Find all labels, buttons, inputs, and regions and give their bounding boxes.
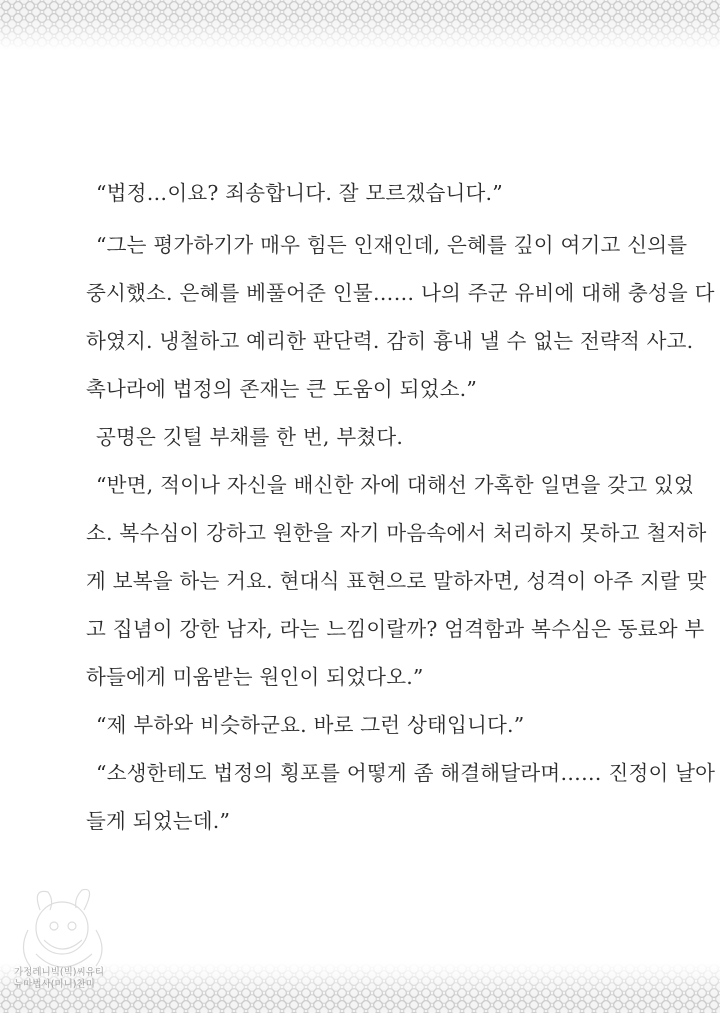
paragraph-line: 중시했소. 은혜를 베풀어준 인물…… 나의 주군 유비에 대해 충성을 다 xyxy=(86,281,715,305)
watermark-text xyxy=(14,967,104,991)
paragraph-line: 하들에게 미움받는 원인이 되었다오.” xyxy=(86,665,424,689)
paragraph-line: “제 부하와 비슷하군요. 바로 그런 상태입니다.” xyxy=(96,713,525,737)
paragraph-line: 게 보복을 하는 거요. 현대식 표현으로 말하자면, 성격이 아주 지랄 맞 xyxy=(86,569,707,593)
top-decorative-border xyxy=(0,0,720,50)
paragraph-line: 하였지. 냉철하고 예리한 판단력. 감히 흉내 낼 수 없는 전략적 사고. xyxy=(86,329,694,353)
paragraph-line: 소. 복수심이 강하고 원한을 자기 마음속에서 처리하지 못하고 철저하 xyxy=(86,521,707,545)
paragraph-line: “그는 평가하기가 매우 힘든 인재인데, 은혜를 깊이 여기고 신의를 xyxy=(96,233,688,257)
watermark-line: 가정레니빅(빅)씨유티 xyxy=(14,967,105,978)
paragraph-line: 들게 되었는데.” xyxy=(86,809,231,833)
paragraph-line: “법정…이요? 죄송합니다. 잘 모르겠습니다.” xyxy=(96,181,503,205)
paragraph-line: 고 집념이 강한 남자, 라는 느낌이랄까? 엄격함과 복수심은 동료와 부 xyxy=(86,617,705,641)
watermark-line: 뉴마법사(미니)찬미 xyxy=(14,979,95,990)
paragraph-line: “반면, 적이나 자신을 배신한 자에 대해선 가혹한 일면을 갖고 있었 xyxy=(96,473,694,497)
paragraph-line: 공명은 깃털 부채를 한 번, 부쳤다. xyxy=(96,425,404,449)
paragraph-line: 촉나라에 법정의 존재는 큰 도움이 되었소.” xyxy=(86,377,478,401)
paragraph-line: “소생한테도 법정의 횡포를 어떻게 좀 해결해달라며…… 진정이 날아 xyxy=(96,761,716,785)
